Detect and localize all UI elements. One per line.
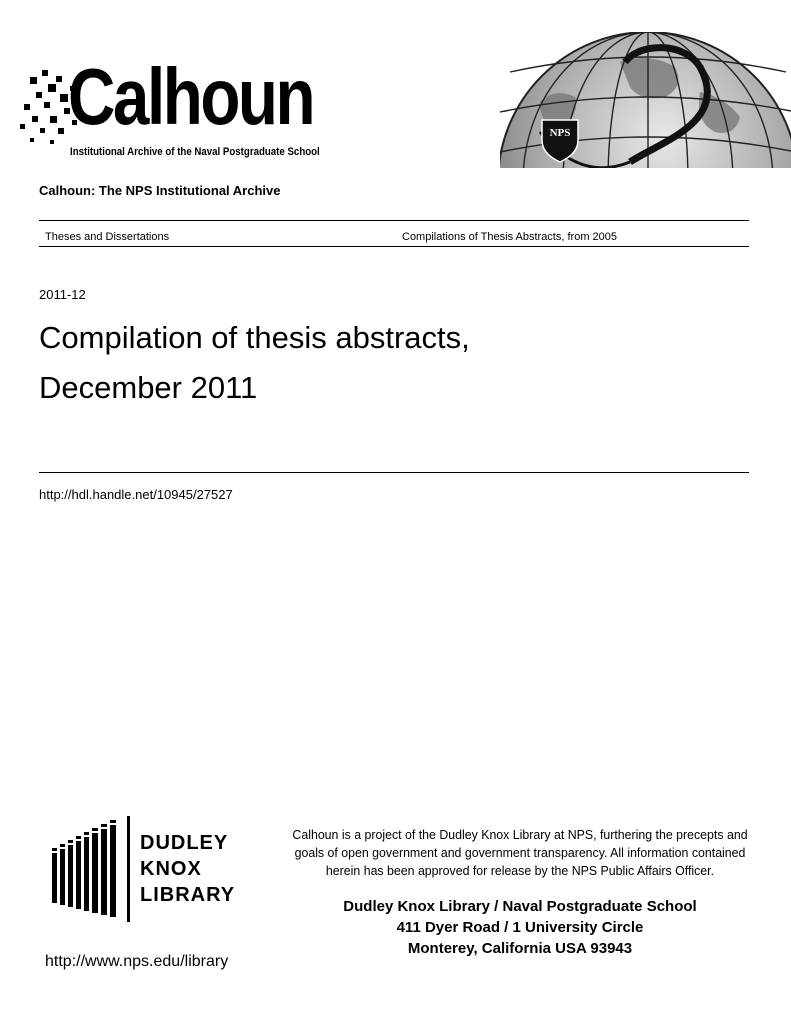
library-logo-line: DUDLEY xyxy=(140,832,229,854)
footer-note-line: goals of open government and government transparency. All information contained xyxy=(294,845,746,860)
library-logo-separator xyxy=(127,816,130,922)
handle-url-link[interactable]: http://hdl.handle.net/10945/27527 xyxy=(39,487,233,502)
footer-note-line: herein has been approved for release by the NPS Public Affairs Officer. xyxy=(325,863,715,878)
calhoun-wordmark: Calhoun xyxy=(68,52,314,141)
nps-badge-text: NPS xyxy=(549,127,571,139)
record-date: 2011-12 xyxy=(39,287,86,302)
footer-note-line: Calhoun is a project of the Dudley Knox Library at NPS, furthering the precepts and xyxy=(292,827,748,842)
footer-address-line: 411 Dyer Road / 1 University Circle xyxy=(396,919,644,936)
library-url-link[interactable]: http://www.nps.edu/library xyxy=(45,953,229,970)
divider xyxy=(39,220,749,221)
globe-icon xyxy=(500,32,791,168)
footer-note xyxy=(267,826,772,880)
footer-address-line: Monterey, California USA 93943 xyxy=(407,940,633,957)
library-books-icon xyxy=(50,815,135,920)
library-logo-line: KNOX xyxy=(140,858,202,880)
calhoun-logo-subtitle: Institutional Archive of the Naval Postgraduate School xyxy=(70,146,320,158)
divider xyxy=(39,246,749,247)
library-logo-line: LIBRARY xyxy=(140,884,236,906)
record-title-line: December 2011 xyxy=(39,370,258,405)
breadcrumb-collection-link[interactable]: Theses and Dissertations xyxy=(45,231,170,243)
record-title-line: Compilation of thesis abstracts, xyxy=(39,320,470,355)
footer-address-line: Dudley Knox Library / Naval Postgraduate School xyxy=(343,898,697,915)
record-title xyxy=(39,313,739,413)
breadcrumb-subcollection-link[interactable]: Compilations of Thesis Abstracts, from 2005 xyxy=(402,231,618,243)
divider xyxy=(39,472,749,473)
archive-title: Calhoun: The NPS Institutional Archive xyxy=(39,183,281,198)
footer-address xyxy=(254,896,786,959)
library-logo-text xyxy=(140,830,235,908)
